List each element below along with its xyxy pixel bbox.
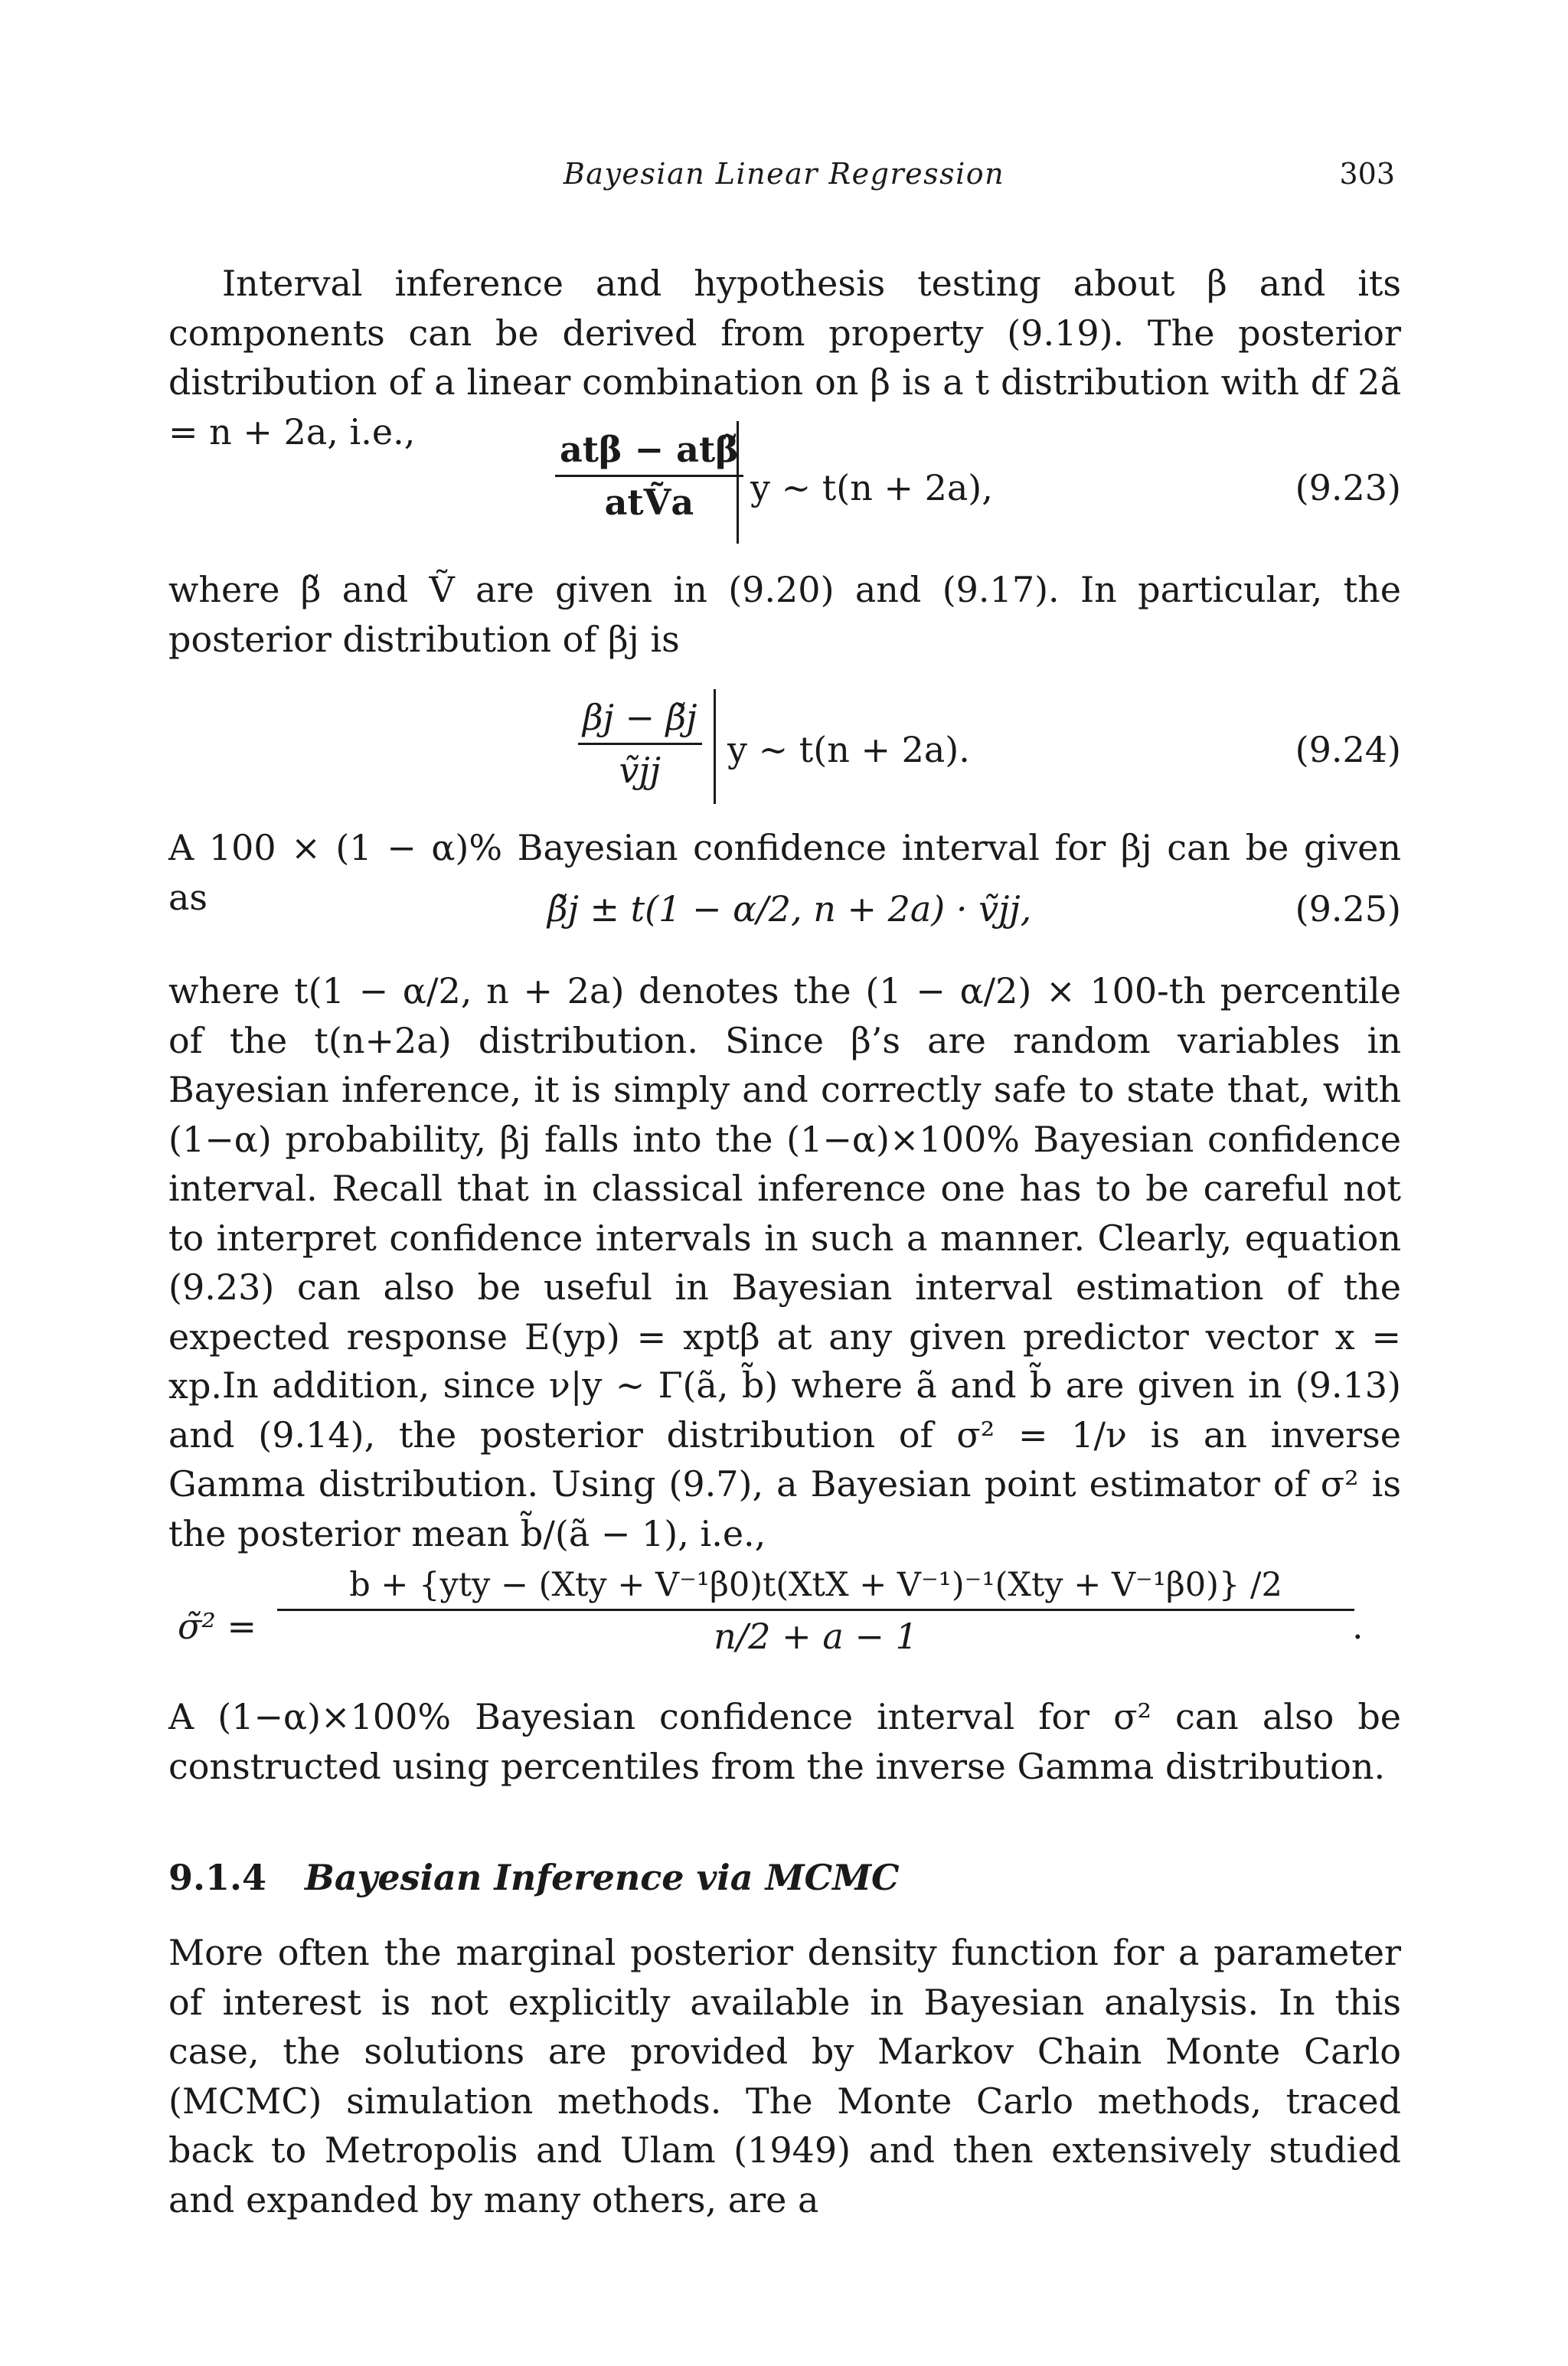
eq-sigma-trailing: . bbox=[1352, 1606, 1364, 1647]
section-number: 9.1.4 bbox=[168, 1857, 267, 1898]
eq-9-24-conditional-bar bbox=[714, 689, 716, 804]
eq-9-23-conditional-bar bbox=[737, 421, 739, 544]
eq-9-23-rhs: y ∼ t(n + 2a), bbox=[750, 467, 993, 508]
eq-sigma-fraction bbox=[282, 1566, 1350, 1657]
eq-9-23-fraction bbox=[555, 429, 743, 523]
equation-sigma-squared bbox=[168, 1566, 1401, 1657]
running-header-title: Bayesian Linear Regression bbox=[563, 157, 1005, 191]
eq-9-23-numerator: atβ − atβ̃ bbox=[555, 429, 743, 477]
section-title: Bayesian Inference via MCMC bbox=[305, 1857, 900, 1898]
equation-9-25 bbox=[168, 888, 1401, 930]
eq-sigma-numerator: b + {yty − (Xty + V⁻¹β0)t(XtX + V⁻¹)⁻¹(Xty + V⁻¹β0)} /2 bbox=[277, 1566, 1354, 1611]
eq-9-24-numerator: βj − β̃j bbox=[578, 697, 702, 745]
eq-9-23-number: (9.23) bbox=[1295, 467, 1401, 508]
paragraph-mcmc-intro: More often the marginal posterior density function for a parameter of interest is not explicitly available in Bayesian analysis. In this case, the solutions are provided by Markov Chain Monte Carlo (MCMC) simulation methods. The Monte Carlo methods, traced back to Metropolis and Ulam (1949) and then extensively studied and expanded by many others, are a bbox=[168, 1932, 1401, 2221]
paragraph-percentile-explanation: where t(1 − α/2, n + 2a) denotes the (1 − α/2) × 100-th percentile of the t(n+2a) distribution. Since β’s are random variables in Bayesian inference, it is simply and correctly safe to state that, with (1−α) probability, βj falls into the (1−α)×100% Bayesian confidence interval. Recall that in classical inference one has to be careful not to interpret confidence intervals in such a manner. Clearly, equation (9.23) can also be useful in Bayesian interval estimation of the expected response E(yp) = xptβ at any given predictor vector x = xp. bbox=[168, 970, 1401, 1407]
eq-9-25-body: β̃j ± t(1 − α/2, n + 2a) · ṽjj, bbox=[547, 888, 1032, 930]
eq-9-24-denominator: ṽjj bbox=[619, 750, 661, 791]
eq-sigma-denominator: n/2 + a − 1 bbox=[714, 1616, 918, 1657]
eq-9-23-denominator: atṼa bbox=[604, 482, 694, 523]
paragraph-where-beta: where β̃ and Ṽ are given in (9.20) and (9.17). In particular, the posterior distribution of βj is bbox=[168, 569, 1401, 660]
paragraph-interval-inference: Interval inference and hypothesis testing about β and its components can be derived from property (9.19). The posterior distribution of a linear combination on β is a t distribution with df 2ã = n + 2a, i.e., bbox=[168, 263, 1401, 453]
paragraph-inverse-gamma: In addition, since ν|y ∼ Γ(ã, b̃) where ã and b̃ are given in (9.13) and (9.14), the posterior distribution of σ² = 1/ν is an inverse Gamma distribution. Using (9.7), a Bayesian point estimator of σ² is the posterior mean b̃/(ã − 1), i.e., bbox=[168, 1364, 1401, 1554]
eq-9-24-rhs: y ∼ t(n + 2a). bbox=[727, 729, 970, 770]
eq-9-24-number: (9.24) bbox=[1295, 729, 1401, 770]
eq-sigma-lhs: σ̃² = bbox=[178, 1606, 257, 1647]
eq-9-25-number: (9.25) bbox=[1295, 888, 1401, 930]
paragraph-sigma-interval: A (1−α)×100% Bayesian confidence interval for σ² can also be constructed using percentiles from the inverse Gamma distribution. bbox=[168, 1696, 1401, 1787]
eq-9-24-fraction bbox=[578, 697, 702, 791]
page-number: 303 bbox=[1339, 157, 1395, 191]
paragraph-confidence-interval-intro: A 100 × (1 − α)% Bayesian confidence interval for βj can be given as bbox=[168, 827, 1401, 918]
equation-9-23 bbox=[168, 429, 1401, 523]
